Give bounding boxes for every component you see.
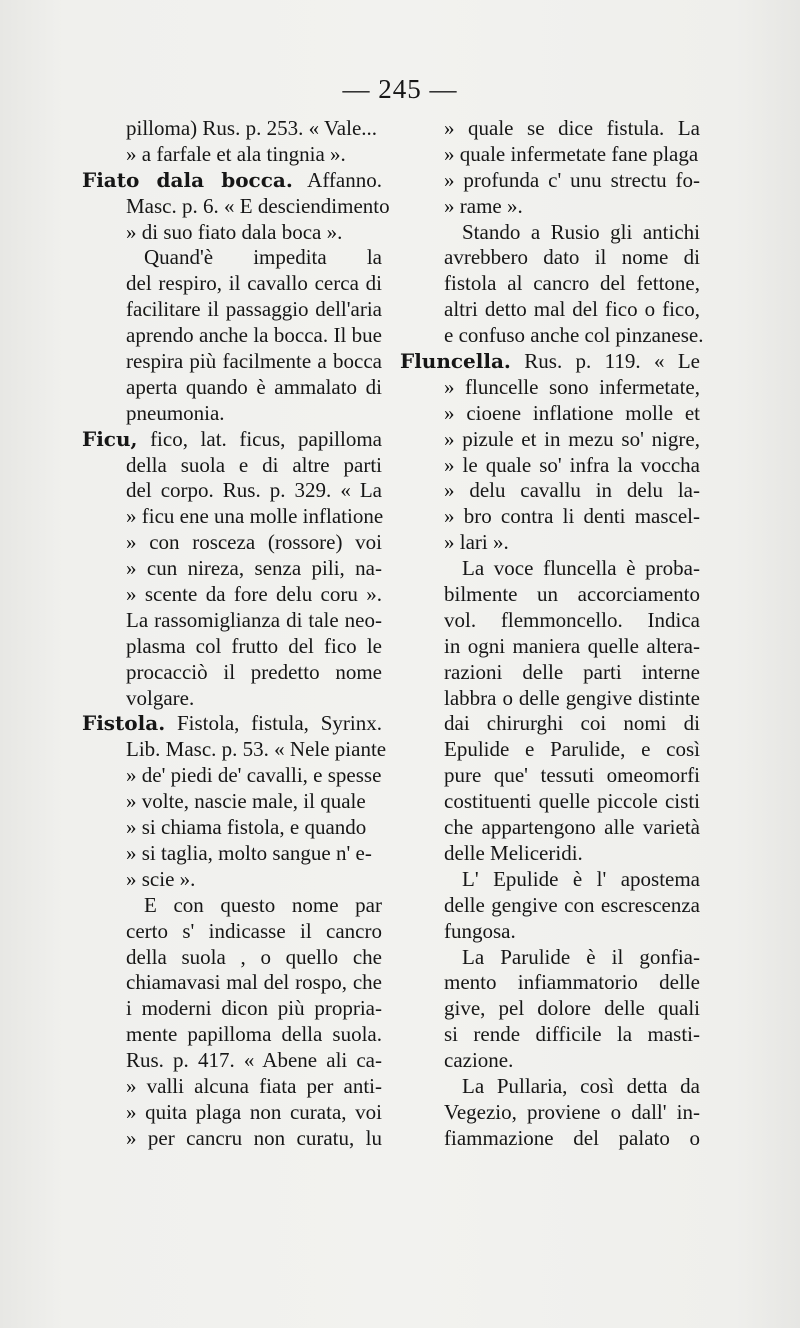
- line-text: La rassomiglianza di tale neo-: [126, 607, 382, 632]
- line-text: » cun nireza, senza pili, na-: [126, 556, 382, 581]
- text-line: [400, 375, 700, 401]
- text-line: [82, 893, 382, 919]
- text-line: [400, 142, 700, 168]
- text-line: [400, 245, 700, 271]
- entry-term: Ficu,: [82, 426, 138, 451]
- text-line: [82, 919, 382, 945]
- text-line: [400, 1074, 700, 1100]
- left-column: [82, 116, 390, 1152]
- text-line: [400, 271, 700, 297]
- line-text: delle Meliceridi.: [444, 840, 583, 865]
- line-text: certo s' indicasse il cancro: [126, 918, 382, 943]
- text-line: [82, 245, 382, 271]
- text-line: [400, 660, 700, 686]
- line-text: plasma col frutto del fico le: [126, 633, 382, 658]
- line-text: mento infiammatorio delle: [444, 970, 700, 995]
- line-text: » le quale so' infra la voccha: [444, 452, 700, 477]
- text-line: [400, 919, 700, 945]
- text-line: [82, 478, 382, 504]
- line-text: respira più facilmente a bocca: [126, 349, 382, 374]
- text-line: [82, 375, 382, 401]
- line-text: » delu cavallu in delu la-: [444, 478, 700, 503]
- line-text: » de' piedi de' cavalli, e spesse: [126, 763, 382, 788]
- page-number: — 245 —: [342, 74, 458, 104]
- line-text: del respiro, il cavallo cerca di: [126, 271, 382, 296]
- text-line: [82, 193, 390, 220]
- text-line: [400, 453, 700, 479]
- text-line: [82, 116, 382, 142]
- text-line: [400, 711, 700, 737]
- text-line: [82, 945, 382, 971]
- text-line: [400, 970, 700, 996]
- line-text: La Pullaria, così detta da: [462, 1073, 700, 1098]
- line-text: Rus. p. 119. « Le: [510, 349, 700, 374]
- text-line: [400, 686, 700, 712]
- text-line: [82, 737, 387, 763]
- text-line: [82, 504, 382, 530]
- line-text: » valli alcuna fiata per anti-: [126, 1073, 382, 1098]
- line-text: fungosa.: [444, 918, 516, 943]
- line-text: fico, lat. ficus, papilloma: [137, 426, 382, 451]
- text-line: [82, 1100, 382, 1126]
- text-line: [82, 841, 382, 867]
- line-text: fiammazione del palato o: [444, 1125, 700, 1150]
- text-line: [82, 763, 382, 789]
- line-text: aprendo anche la bocca. Il bue: [126, 323, 382, 348]
- line-text: in ogni maniera quelle altera-: [444, 633, 700, 658]
- line-text: Masc. p. 6. « E desciendimento: [126, 193, 390, 218]
- line-text: » di suo fiato dala boca ».: [126, 219, 343, 244]
- text-line: [400, 867, 700, 893]
- line-text: Quand'è impedita la: [144, 245, 382, 270]
- line-text: » per cancru non curatu, lu: [126, 1125, 382, 1150]
- text-line: [400, 737, 700, 763]
- text-line: [82, 789, 382, 815]
- text-line: [400, 504, 700, 530]
- text-line: [82, 142, 382, 168]
- text-line: [400, 634, 700, 660]
- text-line: [400, 1100, 700, 1126]
- line-text: razioni delle parti interne: [444, 659, 700, 684]
- text-line: [82, 660, 382, 686]
- text-line: [82, 867, 382, 893]
- text-line: [82, 1048, 382, 1074]
- line-text: del corpo. Rus. p. 329. « La: [126, 478, 382, 503]
- text-line: [82, 297, 382, 323]
- text-line: [82, 970, 382, 996]
- line-text: volgare.: [126, 685, 195, 710]
- line-text: » volte, nascie male, il quale: [126, 789, 366, 814]
- line-text: pilloma) Rus. p. 253. « Vale...: [126, 116, 378, 140]
- line-text: mente papilloma della suola.: [126, 1022, 382, 1047]
- text-line: [400, 893, 700, 919]
- text-line: [400, 556, 700, 582]
- line-text: Lib. Masc. p. 53. « Nele piante: [126, 737, 387, 762]
- line-text: aperta quando è ammalato di: [126, 374, 382, 399]
- line-text: Stando a Rusio gli antichi: [462, 219, 700, 244]
- line-text: Fistola, fistula, Syrinx.: [165, 711, 382, 736]
- line-text: Affanno.: [307, 167, 382, 192]
- line-text: E con questo nome par: [144, 892, 382, 917]
- text-line: [82, 530, 382, 556]
- line-text: Epulide e Parulide, e così: [444, 737, 700, 762]
- text-line: [82, 1126, 382, 1152]
- line-text: delle gengive con escrescenza: [444, 892, 700, 917]
- line-text: give, pel dolore delle quali: [444, 996, 700, 1021]
- line-text: » si taglia, molto sangue n' e-: [126, 840, 372, 865]
- line-text: » quita plaga non curata, voi: [126, 1099, 382, 1124]
- text-line: [400, 996, 700, 1022]
- line-text: » scente da fore delu coru ».: [126, 582, 382, 607]
- text-line: [400, 841, 700, 867]
- line-text: i moderni dicon più propria-: [126, 996, 382, 1021]
- line-text: Rus. p. 417. « Abene ali ca-: [126, 1048, 382, 1073]
- line-text: » quale infermetate fane plaga: [444, 141, 699, 166]
- line-text: della suola , o quello che: [126, 944, 382, 969]
- text-line: [82, 401, 382, 427]
- text-line: [82, 323, 382, 349]
- text-line: [82, 711, 382, 737]
- line-text: » fluncelle sono infermetate,: [444, 374, 700, 399]
- text-line: [400, 608, 700, 634]
- line-text: » lari ».: [444, 530, 509, 555]
- line-text: cazione.: [444, 1048, 514, 1073]
- line-text: » pizule et in mezu so' nigre,: [444, 426, 700, 451]
- line-text: pure que' tessuti omeomorfi: [444, 763, 700, 788]
- text-line: [82, 220, 382, 246]
- line-text: e confuso anche col pinzanese.: [444, 323, 704, 348]
- text-line: [400, 297, 700, 323]
- line-text: procacciò il predetto nome: [126, 659, 382, 684]
- text-line: [400, 427, 700, 453]
- text-line: [400, 815, 700, 841]
- text-line: [82, 634, 382, 660]
- line-text: L' Epulide è l' apostema: [462, 866, 700, 891]
- text-line: [400, 116, 700, 142]
- line-text: avrebbero dato il nome di: [444, 245, 700, 270]
- line-text: pneumonia.: [126, 400, 225, 425]
- text-line: [82, 582, 382, 608]
- text-line: [400, 789, 700, 815]
- line-text: » rame ».: [444, 193, 523, 218]
- text-line: [400, 530, 700, 556]
- text-line: [82, 271, 382, 297]
- line-text: » cioene inflatione molle et: [444, 400, 700, 425]
- line-text: si rende difficile la masti-: [444, 1022, 700, 1047]
- text-line: [82, 427, 382, 453]
- text-line: [400, 945, 700, 971]
- line-text: bilmente un accorciamento: [444, 582, 700, 607]
- text-line: [400, 401, 700, 427]
- text-line: [400, 168, 700, 194]
- line-text: altri detto mal del fico o fico,: [444, 297, 700, 322]
- text-line: [400, 582, 700, 608]
- line-text: » bro contra li denti mascel-: [444, 504, 700, 529]
- text-line: [400, 1048, 700, 1074]
- entry-term: Fiato dala bocca.: [82, 167, 293, 192]
- line-text: che appartengono alle varietà: [444, 815, 700, 840]
- line-text: » ficu ene una molle inflatione: [126, 504, 384, 529]
- line-text: » profunda c' unu strectu fo-: [444, 167, 700, 192]
- line-text: facilitare il passaggio dell'aria: [126, 297, 382, 322]
- text-line: [400, 349, 700, 375]
- text-line: [400, 323, 704, 349]
- entry-term: Fluncella.: [400, 349, 511, 374]
- text-line: [82, 1022, 382, 1048]
- line-text: vol. flemmoncello. Indica: [444, 607, 700, 632]
- line-text: labbra o delle gengive distinte: [444, 685, 700, 710]
- line-text: » con rosceza (rossore) voi: [126, 530, 382, 555]
- line-text: dai chirurghi coi nomi di: [444, 711, 700, 736]
- right-column: [400, 116, 704, 1152]
- text-line: [82, 349, 382, 375]
- line-text: chiamavasi mal del rospo, che: [126, 970, 382, 995]
- line-text: » quale se dice fistula. La: [444, 116, 700, 140]
- text-line: [82, 996, 382, 1022]
- line-text: costituenti quelle piccole cisti: [444, 789, 700, 814]
- text-line: [82, 1074, 382, 1100]
- text-line: [400, 1022, 700, 1048]
- text-line: [400, 194, 700, 220]
- text-line: [400, 478, 700, 504]
- text-line: [400, 1126, 700, 1152]
- line-text: » si chiama fistola, e quando: [126, 815, 367, 840]
- text-line: [82, 815, 382, 841]
- text-line: [82, 453, 382, 479]
- text-line: [82, 608, 382, 634]
- line-text: della suola e di altre parti: [126, 452, 382, 477]
- line-text: La voce fluncella è proba-: [462, 556, 700, 581]
- text-line: [400, 220, 700, 246]
- line-text: fistola al cancro del fettone,: [444, 271, 700, 296]
- text-line: [82, 686, 382, 712]
- text-line: [400, 763, 700, 789]
- line-text: » a farfale et ala tingnia ».: [126, 141, 346, 166]
- line-text: La Parulide è il gonfia-: [462, 944, 700, 969]
- text-line: [82, 556, 382, 582]
- line-text: » scie ».: [126, 866, 196, 891]
- entry-term: Fistola.: [82, 711, 166, 736]
- line-text: Vegezio, proviene o dall' in-: [444, 1099, 700, 1124]
- text-line: [82, 168, 382, 194]
